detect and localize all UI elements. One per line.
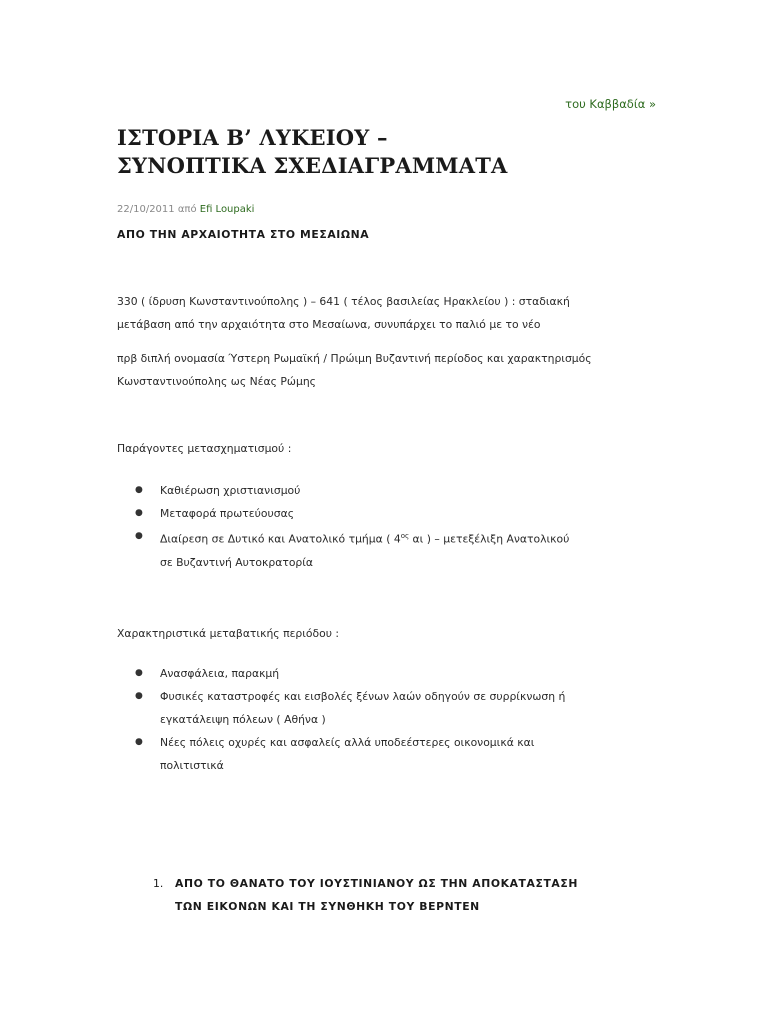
paragraph-line: μετάβαση από την αρχαιότητα στο Μεσαίωνα, συνυπάρχει το παλιό με το νέο (117, 318, 541, 331)
post-title-line-1: ΙΣΤΟΡΙΑ Β’ ΛΥΚΕΙΟΥ – (117, 125, 388, 150)
post-title (117, 124, 677, 180)
paragraph-naming (117, 347, 617, 393)
list-item: ● Νέες πόλεις οχυρές και ασφαλείς αλλά υποδεέστερες οικονομικά και πολιτιστικά (117, 731, 617, 777)
bullet-icon: ● (135, 737, 143, 747)
list-number: 1. (153, 877, 164, 890)
next-post-link[interactable]: του Καββαδία » (565, 97, 656, 111)
paragraph-line: πρβ διπλή ονομασία Ύστερη Ρωμαϊκή / Πρώιμη Βυζαντινή περίοδος και χαρακτηρισμός (117, 352, 592, 365)
bullet-icon: ● (135, 668, 143, 678)
bullet-icon: ● (135, 691, 143, 701)
numbered-section-list (117, 872, 617, 918)
paragraph-intro (117, 290, 617, 336)
traits-label: Χαρακτηριστικά μεταβατικής περιόδου : (117, 627, 340, 640)
bullet-icon: ● (135, 531, 143, 541)
section-heading: ΑΠΟ ΤΗΝ ΑΡΧΑΙΟΤΗΤΑ ΣΤΟ ΜΕΣΑΙΩΝΑ (117, 228, 370, 241)
bullet-icon: ● (135, 508, 143, 518)
by-label: από (177, 204, 197, 215)
list-item-line: Διαίρεση σε Δυτικό και Ανατολικό τμήμα ( $4^{o\varsigma}$ αι ) – μετεξέλιξη Ανατολικού (160, 532, 570, 546)
list-item: ● Μεταφορά πρωτεύουσας (117, 502, 617, 525)
bullet-icon: ● (135, 485, 143, 495)
paragraph-line: Κωνσταντινούπολης ως Νέας Ρώμης (117, 375, 316, 388)
list-item: ● Φυσικές καταστροφές και εισβολές ξένων λαών οδηγούν σε συρρίκνωση ή εγκατάλειψη πόλεων ( Αθήνα ) (117, 685, 617, 731)
list-item-line: σε Βυζαντινή Αυτοκρατορία (160, 555, 314, 569)
post-meta (117, 204, 254, 215)
numbered-heading: 1. ΑΠΟ ΤΟ ΘΑΝΑΤΟ ΤΟΥ ΙΟΥΣΤΙΝΙΑΝΟΥ ΩΣ ΤΗΝ ΑΠΟΚΑΤΑΣΤΑΣΗ ΤΩΝ ΕΙΚΟΝΩΝ ΚΑΙ ΤΗ ΣΥΝΘΗΚΗ ΤΟΥ ΒΕΡΝΤΕΝ (117, 872, 617, 918)
author-link[interactable]: Efi Loupaki (199, 204, 255, 215)
list-item: ● Καθιέρωση χριστιανισμού (117, 479, 617, 502)
list-item (117, 525, 617, 574)
paragraph-line: 330 ( ίδρυση Κωνσταντινούπολης ) – 641 ( τέλος βασιλείας Ηρακλείου ) : σταδιακή (117, 295, 570, 308)
factors-list (117, 479, 617, 574)
post-title-line-2: ΣΥΝΟΠΤΙΚΑ ΣΧΕΔΙΑΓΡΑΜΜΑΤΑ (117, 153, 508, 178)
factors-label: Παράγοντες μετασχηματισμού : (117, 442, 292, 455)
post-date: 22/10/2011 (117, 204, 175, 215)
list-item: ● Ανασφάλεια, παρακμή (117, 662, 617, 685)
traits-list (117, 662, 617, 777)
